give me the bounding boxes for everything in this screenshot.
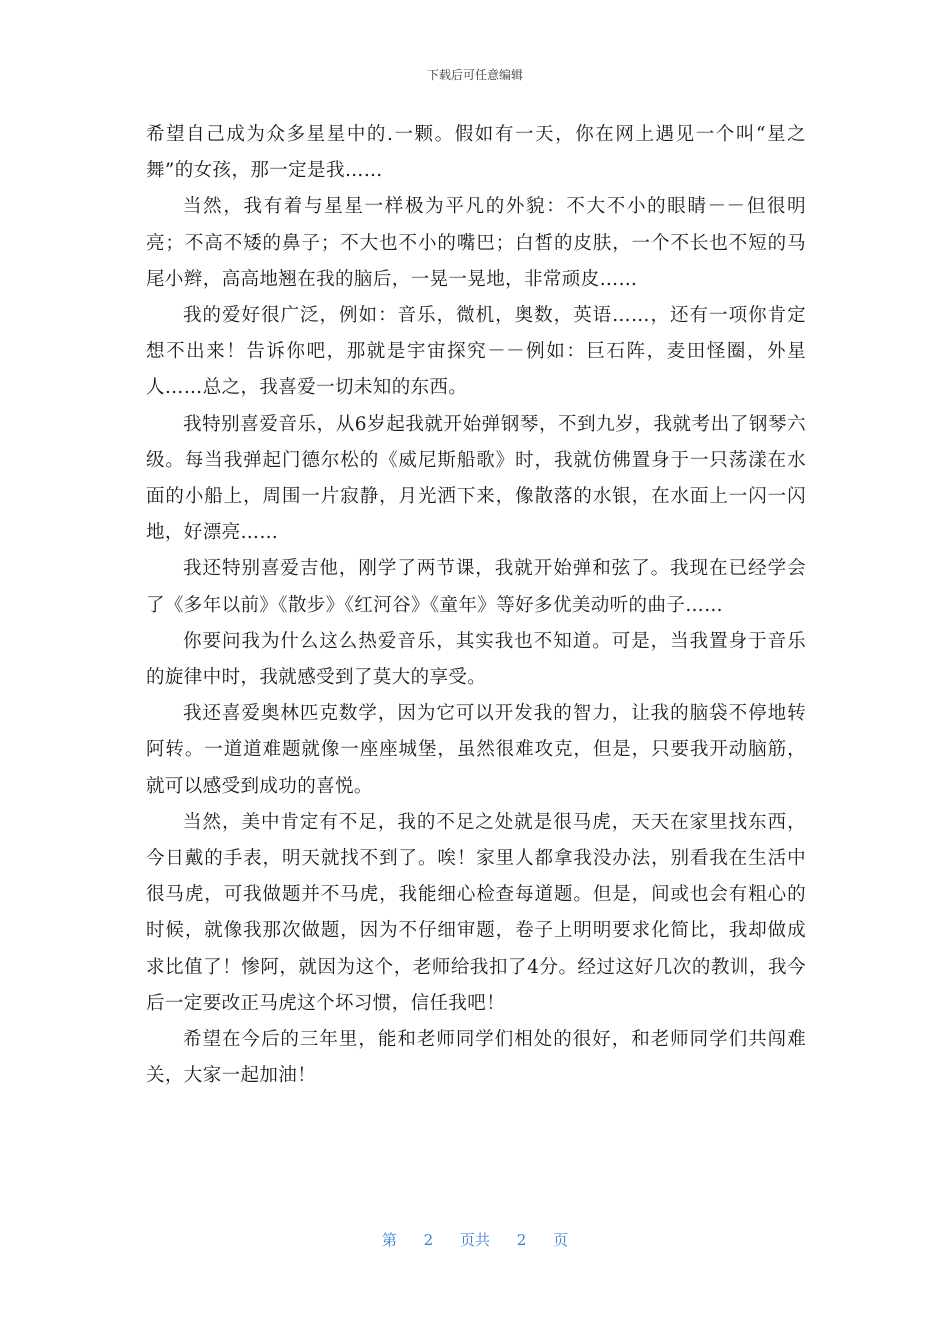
- paragraph: 当然，我有着与星星一样极为平凡的外貌：不大不小的眼睛－－但很明亮；不高不矮的鼻子；不大也不小的嘴巴；白皙的皮肤，一个不长也不短的马尾小辫，高高地翘在我的脑后，一晃一晃地，非常顽皮……: [146, 196, 806, 290]
- footer-current-page: 2: [423, 1231, 434, 1249]
- paragraph: 我还喜爱奥林匹克数学，因为它可以开发我的智力，让我的脑袋不停地转阿转。一道道难题就像一座座城堡，虽然很难攻克，但是，只要我开动脑筋，就可以感受到成功的喜悦。: [146, 703, 806, 797]
- paragraph: 我的爱好很广泛，例如：音乐，微机，奥数，英语……，还有一项你肯定想不出来！告诉你吧，那就是宇宙探究－－例如：巨石阵，麦田怪圈，外星人……总之，我喜爱一切未知的东西。: [146, 305, 806, 399]
- page-header: 下载后可任意编辑: [426, 68, 523, 82]
- paragraph: 我特别喜爱音乐，从6岁起我就开始弹钢琴，不到九岁，我就考出了钢琴六级。每当我弹起门德尔松的《威尼斯船歌》时，我就仿佛置身于一只荡漾在水面的小船上，周围一片寂静，月光洒下来，像散落的水银，在水面上一闪一闪地，好漂亮……: [146, 413, 806, 544]
- paragraph: 希望自己成为众多星星中的.一颗。假如有一天，你在网上遇见一个叫“星之舞”的女孩，那一定是我……: [146, 124, 806, 182]
- paragraph: 你要问我为什么这么热爱音乐，其实我也不知道。可是，当我置身于音乐的旋律中时，我就感受到了莫大的享受。: [146, 630, 806, 689]
- page-footer: [0, 1229, 950, 1250]
- footer-middle: 页共: [459, 1231, 490, 1249]
- paragraph: 当然，美中肯定有不足，我的不足之处就是很马虎，天天在家里找东西，今日戴的手表，明天就找不到了。唉！家里人都拿我没办法，别看我在生活中很马虎，可我做题并不马虎，我能细心检查每道题。但是，间或也会有粗心的时候，就像我那次做题，因为不仔细审题，卷子上明明要求化简比，我却做成求比值了！惨阿，就因为这个，老师给我扣了4分。经过这好几次的教训，我今后一定要改正马虎这个坏习惯，信任我吧！: [146, 811, 806, 1014]
- paragraph: 我还特别喜爱吉他，刚学了两节课，我就开始弹和弦了。我现在已经学会了《多年以前》《散步》《红河谷》《童年》等好多优美动听的曲子……: [146, 558, 806, 616]
- paragraph: 希望在今后的三年里，能和老师同学们相处的很好，和老师同学们共闯难关，大家一起加油！: [146, 1029, 806, 1087]
- footer-suffix: 页: [553, 1231, 569, 1249]
- footer-total-pages: 2: [516, 1231, 527, 1249]
- footer-prefix: 第: [381, 1231, 397, 1249]
- document-body: [146, 117, 806, 1094]
